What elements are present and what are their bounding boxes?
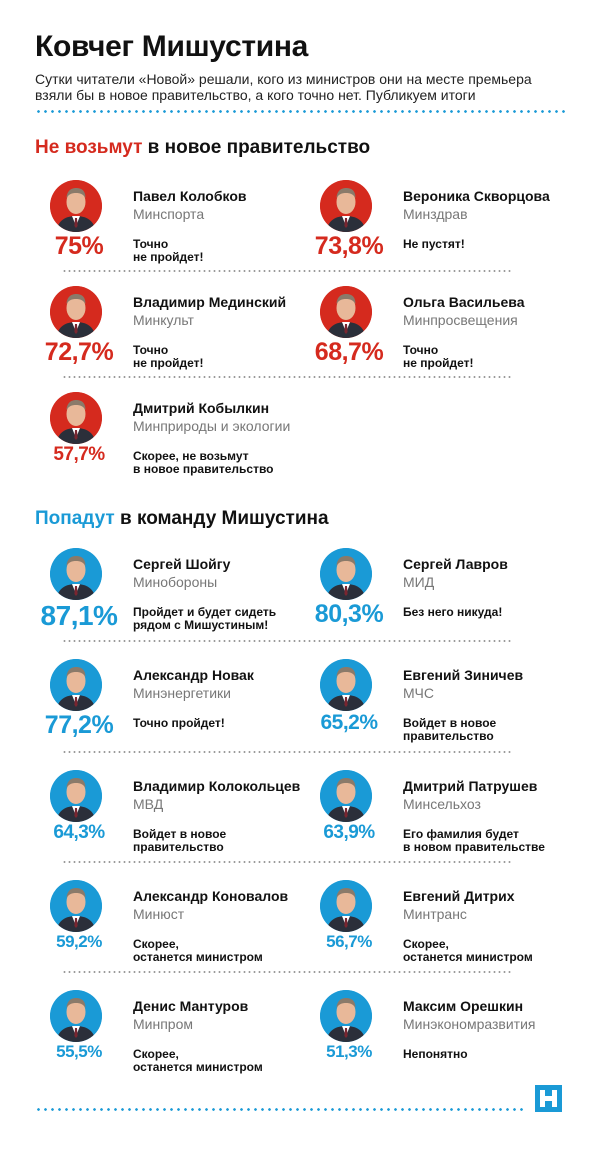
ministry-name: Минэкономразвития (403, 1016, 536, 1032)
minister-name: Ольга Васильева (403, 294, 525, 310)
vote-percent: 87,1% (40, 600, 118, 631)
vote-percent: 80,3% (314, 600, 384, 628)
minister-photo-icon (50, 286, 102, 338)
verdict-text: Точно пройдет! (133, 716, 225, 730)
minister-name: Дмитрий Кобылкин (133, 400, 270, 416)
minister-name: Сергей Шойгу (133, 556, 231, 572)
minister-photo-icon (50, 880, 102, 932)
minister-name: Сергей Лавров (403, 556, 508, 572)
ministry-name: МВД (133, 796, 164, 812)
row-divider (62, 640, 512, 642)
verdict-text: Точно не пройдет! (133, 343, 204, 370)
verdict-text: Непонятно (403, 1047, 468, 1061)
minister-name: Александр Коновалов (133, 888, 289, 904)
verdict-text: Его фамилия будет в новом правительстве (403, 827, 545, 854)
page-title: Ковчег Мишустина (35, 30, 309, 63)
verdict-text: Скорее, не возьмут в новое правительство (133, 449, 274, 476)
verdict-text: Войдет в новое правительство (133, 827, 227, 854)
vote-percent: 68,7% (314, 338, 384, 366)
minister-card (35, 286, 305, 386)
minister-name: Павел Колобков (133, 188, 247, 204)
minister-card (305, 286, 575, 386)
minister-photo-icon (320, 659, 372, 711)
minister-name: Денис Мантуров (133, 998, 249, 1014)
minister-name: Владимир Колокольцев (133, 778, 301, 794)
ministry-name: МИД (403, 574, 435, 590)
minister-name: Александр Новак (133, 667, 254, 683)
vote-percent: 57,7% (53, 444, 105, 465)
minister-photo-icon (320, 548, 372, 600)
verdict-text: Скорее, останется министром (133, 937, 263, 964)
section-heading-accepted (35, 508, 329, 530)
verdict-text: Точно не пройдет! (403, 343, 474, 370)
accepted-heading-rest: в команду Мишустина (114, 508, 329, 529)
minister-photo-icon (50, 990, 102, 1042)
minister-card (305, 548, 575, 648)
minister-card (35, 659, 305, 759)
vote-percent: 77,2% (44, 711, 114, 739)
ministry-name: Минпросвещения (403, 312, 518, 328)
minister-photo-icon (320, 880, 372, 932)
minister-photo-icon (320, 180, 372, 232)
minister-photo-icon (50, 770, 102, 822)
row-divider (62, 376, 512, 378)
minister-photo-icon (320, 286, 372, 338)
ministry-name: Минспорта (133, 206, 205, 222)
minister-card (35, 392, 305, 492)
accepted-heading-accent: Попадут (35, 508, 115, 529)
minister-name: Вероника Скворцова (403, 188, 550, 204)
row-divider (62, 270, 512, 272)
verdict-text: Скорее, останется министром (403, 937, 533, 964)
vote-percent: 63,9% (323, 822, 375, 843)
rejected-heading-accent: Не возьмут (35, 137, 143, 158)
vote-percent: 51,3% (326, 1042, 372, 1061)
minister-card (35, 880, 305, 980)
minister-name: Максим Орешкин (403, 998, 524, 1014)
minister-card (305, 880, 575, 980)
minister-card (305, 180, 575, 280)
ministry-name: Минтранс (403, 906, 467, 922)
vote-percent: 73,8% (314, 232, 384, 260)
verdict-text: Точно не пройдет! (133, 237, 204, 264)
minister-photo-icon (320, 770, 372, 822)
ministry-name: Минкульт (133, 312, 194, 328)
minister-photo-icon (320, 990, 372, 1042)
minister-photo-icon (50, 180, 102, 232)
top-dotted-divider (35, 110, 565, 113)
verdict-text: Не пустят! (403, 237, 465, 251)
ministry-name: Минсельхоз (403, 796, 481, 812)
row-divider (62, 861, 512, 863)
verdict-text: Без него никуда! (403, 605, 503, 619)
ministry-name: Минздрав (403, 206, 468, 222)
verdict-text: Войдет в новое правительство (403, 716, 497, 743)
page-subtitle: Сутки читатели «Новой» решали, кого из министров они на месте премьера взяли бы в новое правительство, а кого точно нет. Публикуем итоги (35, 71, 532, 103)
minister-photo-icon (50, 659, 102, 711)
ministry-name: МЧС (403, 685, 434, 701)
ministry-name: Минприроды и экологии (133, 418, 291, 434)
minister-photo-icon (50, 548, 102, 600)
minister-card (305, 659, 575, 759)
ministry-name: Минюст (133, 906, 185, 922)
verdict-text: Скорее, останется министром (133, 1047, 263, 1074)
minister-card (35, 770, 305, 870)
bottom-dotted-divider (35, 1108, 525, 1111)
ministry-name: Минобороны (133, 574, 218, 590)
minister-card (35, 180, 305, 280)
minister-name: Дмитрий Патрушев (403, 778, 538, 794)
rejected-heading-rest: в новое правительство (142, 137, 371, 158)
minister-card (35, 990, 305, 1090)
minister-name: Владимир Мединский (133, 294, 287, 310)
vote-percent: 65,2% (320, 711, 378, 734)
minister-card (305, 990, 575, 1090)
ministry-name: Минэнергетики (133, 685, 231, 701)
verdict-text: Пройдет и будет сидеть рядом с Мишустиным! (133, 605, 277, 632)
vote-percent: 72,7% (44, 338, 114, 366)
minister-photo-icon (50, 392, 102, 444)
vote-percent: 56,7% (326, 932, 372, 951)
minister-card (305, 770, 575, 870)
vote-percent: 64,3% (53, 822, 105, 843)
novaya-gazeta-logo-icon (535, 1085, 562, 1112)
minister-card (35, 548, 305, 648)
ministry-name: Минпром (133, 1016, 193, 1032)
row-divider (62, 971, 512, 973)
vote-percent: 55,5% (56, 1042, 102, 1061)
vote-percent: 75% (54, 232, 104, 260)
minister-name: Евгений Дитрих (403, 888, 515, 904)
minister-name: Евгений Зиничев (403, 667, 524, 683)
section-heading-rejected (35, 137, 370, 159)
vote-percent: 59,2% (56, 932, 102, 951)
row-divider (62, 751, 512, 753)
